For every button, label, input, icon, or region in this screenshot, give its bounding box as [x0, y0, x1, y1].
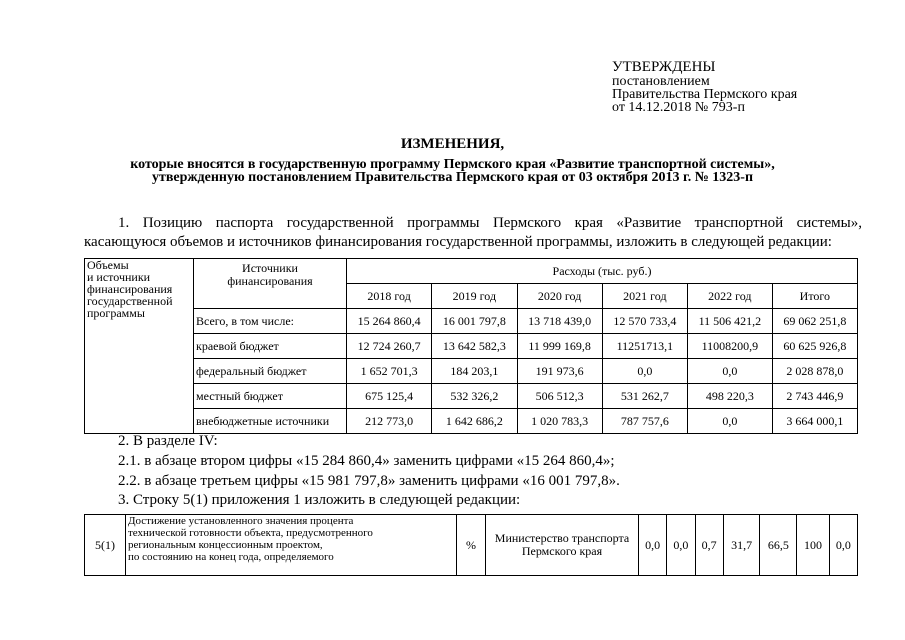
row-label: местный бюджет [194, 384, 347, 409]
sources-header: Источники финансирования [194, 259, 347, 309]
approval-stamp [612, 60, 797, 114]
item-3: 3. Строку 5(1) приложения 1 изложить в следующей редакции: [118, 492, 521, 508]
cell-value: 532 326,2 [432, 384, 517, 409]
row-label: внебюджетные источники [194, 409, 347, 434]
table-row [85, 409, 858, 434]
cell-value: 16 001 797,8 [432, 309, 517, 334]
cell-value: 531 262,7 [602, 384, 687, 409]
document-subtitle [0, 158, 905, 184]
row-label: федеральный бюджет [194, 359, 347, 384]
cell-value: 12 724 260,7 [347, 334, 432, 359]
year-header: 2018 год [347, 284, 432, 309]
indicator-value: 66,5 [760, 515, 797, 576]
year-header: 2021 год [602, 284, 687, 309]
approval-line: Правительства Пермского края [612, 87, 798, 102]
total-header: Итого [772, 284, 857, 309]
item-1-line-1: 1. Позицию паспорта государственной программы Пермского края «Развитие транспортной системы», [118, 215, 862, 231]
cell-total: 3 664 000,1 [772, 409, 857, 434]
indicator-value: 0,7 [695, 515, 723, 576]
cell-value: 0,0 [688, 409, 773, 434]
cell-value: 675 125,4 [347, 384, 432, 409]
cell-value: 11008200,9 [688, 334, 773, 359]
cell-value: 13 642 582,3 [432, 334, 517, 359]
cell-value: 1 020 783,3 [517, 409, 602, 434]
cell-value: 13 718 439,0 [517, 309, 602, 334]
cell-value: 787 757,6 [602, 409, 687, 434]
indicator-value: 31,7 [723, 515, 760, 576]
item-2-2: 2.2. в абзаце третьем цифры «15 981 797,8» заменить цифрами «16 001 797,8». [118, 473, 620, 489]
cell-total: 2 028 878,0 [772, 359, 857, 384]
cell-value: 212 773,0 [347, 409, 432, 434]
responsible-org: Министерство транспорта Пермского края [486, 515, 639, 576]
appendix-row-table [84, 514, 858, 576]
financing-table [84, 258, 858, 434]
cell-value: 11 999 169,8 [517, 334, 602, 359]
row-label: Всего, в том числе: [194, 309, 347, 334]
cell-value: 11251713,1 [602, 334, 687, 359]
financing-corner-cell: Объемы и источники финансирования государственной программы [85, 259, 194, 434]
item-2: 2. В разделе IV: [118, 433, 218, 449]
indicator-description: Достижение установленного значения процента технической готовности объекта, предусмотренного региональным концессионным проектом, по состоянию на конец года, определяемого [126, 515, 457, 576]
approval-line: от 14.12.2018 № 793-п [612, 100, 745, 115]
indicator-value: 0,0 [667, 515, 695, 576]
cell-value: 12 570 733,4 [602, 309, 687, 334]
cell-value: 191 973,6 [517, 359, 602, 384]
cell-value: 15 264 860,4 [347, 309, 432, 334]
document-title: ИЗМЕНЕНИЯ, [400, 136, 505, 152]
cell-value: 1 642 686,2 [432, 409, 517, 434]
item-2-1: 2.1. в абзаце втором цифры «15 284 860,4» заменить цифрами «15 264 860,4»; [118, 453, 615, 469]
cell-value: 1 652 701,3 [347, 359, 432, 384]
indicator-value: 100 [797, 515, 829, 576]
row-number: 5(1) [85, 515, 126, 576]
year-header: 2019 год [432, 284, 517, 309]
unit-cell: % [457, 515, 486, 576]
subtitle-line: утвержденную постановлением Правительства Пермского края от 03 октября 2013 г. № 1323-п [151, 170, 754, 185]
cell-total: 69 062 251,8 [772, 309, 857, 334]
cell-value: 498 220,3 [688, 384, 773, 409]
expenses-header: Расходы (тыс. руб.) [347, 259, 858, 284]
cell-value: 506 512,3 [517, 384, 602, 409]
table-row [85, 384, 858, 409]
row-label: краевой бюджет [194, 334, 347, 359]
cell-value: 11 506 421,2 [688, 309, 773, 334]
cell-value: 0,0 [688, 359, 773, 384]
cell-value: 0,0 [602, 359, 687, 384]
table-row [85, 309, 858, 334]
table-row [85, 359, 858, 384]
cell-value: 184 203,1 [432, 359, 517, 384]
cell-total: 2 743 446,9 [772, 384, 857, 409]
indicator-value: 0,0 [639, 515, 667, 576]
cell-total: 60 625 926,8 [772, 334, 857, 359]
item-1-line-2: касающуюся объемов и источников финансирования государственной программы, изложить в следующей редакции: [84, 234, 832, 250]
year-header: 2020 год [517, 284, 602, 309]
approval-line: постановлением [612, 74, 710, 89]
year-header: 2022 год [688, 284, 773, 309]
indicator-value: 0,0 [829, 515, 857, 576]
table-row [85, 515, 858, 576]
table-row [85, 334, 858, 359]
approval-heading: УТВЕРЖДЕНЫ [612, 59, 716, 75]
subtitle-line: которые вносятся в государственную программу Пермского края «Развитие транспортной системы», [130, 157, 775, 172]
